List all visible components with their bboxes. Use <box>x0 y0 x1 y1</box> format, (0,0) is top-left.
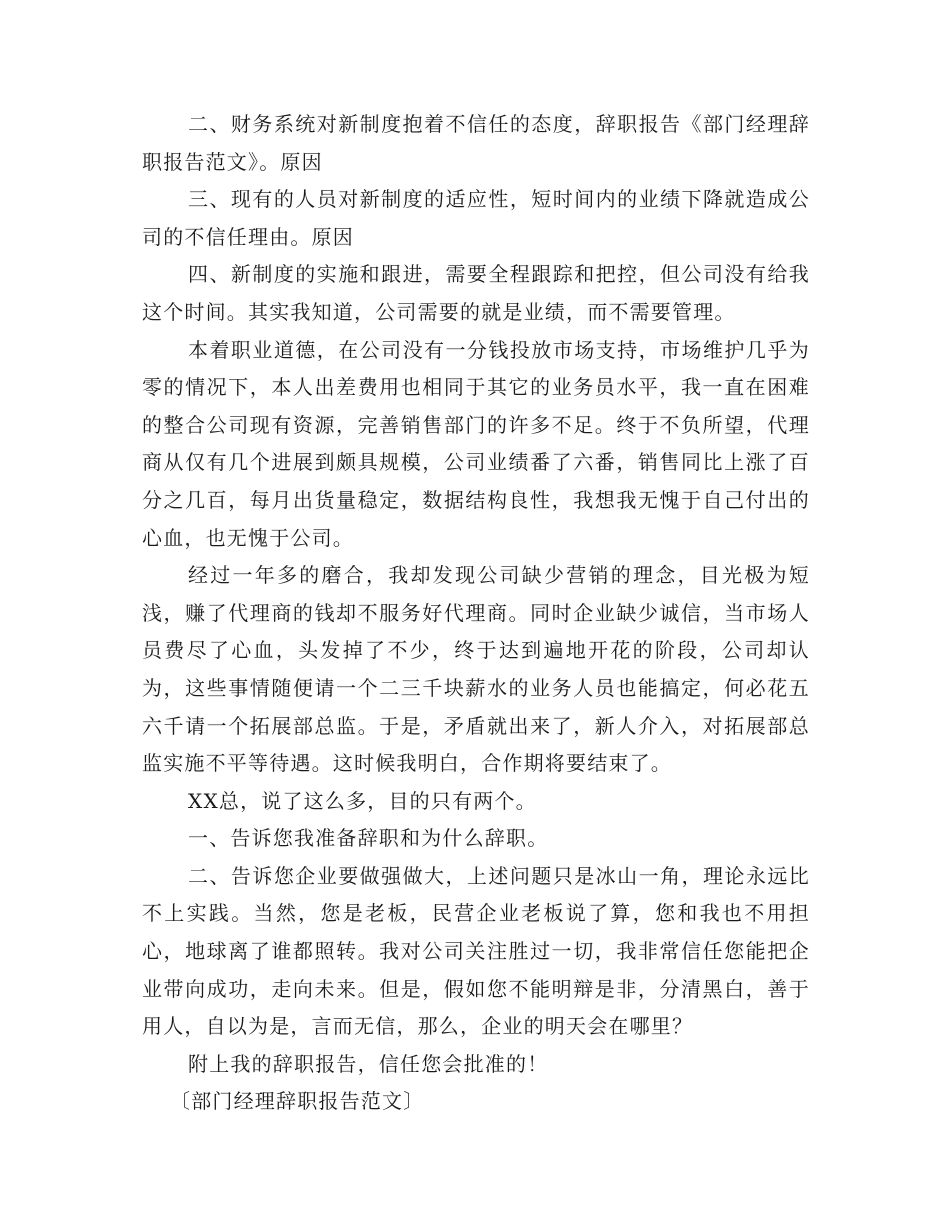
paragraph-7: 一、告诉您我准备辞职和为什么辞职。 <box>188 826 549 851</box>
paragraph-1: 二、财务系统对新制度抱着不信任的态度，辞职报告《部门经理辞职报告范文》。原因 <box>142 112 810 174</box>
paragraph-4: 本着职业道德，在公司没有一分钱投放市场支持，市场维护几乎为零的情况下，本人出差费用也相同于其它的业务员水平，我一直在困难的整合公司现有资源，完善销售部门的许多不足。终于不负所望，代理商从仅有几个进展到颇具规模，公司业绩番了六番，销售同比上涨了百分之几百，每月出货量稳定，数据结构良性，我想我无愧于自己付出的心血，也无愧于公司。 <box>142 337 810 550</box>
paragraph-2: 三、现有的人员对新制度的适应性，短时间内的业绩下降就造成公司的不信任理由。原因 <box>142 187 810 249</box>
document-body <box>142 106 810 1121</box>
paragraph-9: 附上我的辞职报告，信任您会批准的！ <box>188 1051 549 1076</box>
paragraph-8: 二、告诉您企业要做强做大，上述问题只是冰山一角，理论永远比不上实践。当然，您是老板，民营企业老板说了算，您和我也不用担心，地球离了谁都照转。我对公司关注胜过一切，我非常信任您能把企业带向成功，走向未来。但是，假如您不能明辩是非，分清黑白，善于用人，自以为是，言而无信，那么，企业的明天会在哪里？ <box>142 863 810 1039</box>
document-title-reference: 〔部门经理辞职报告范文〕 <box>170 1089 425 1114</box>
paragraph-6: XX总，说了这么多，目的只有两个。 <box>188 788 537 813</box>
paragraph-5: 经过一年多的磨合，我却发现公司缺少营销的理念，目光极为短浅，赚了代理商的钱却不服务好代理商。同时企业缺少诚信，当市场人员费尽了心血，头发掉了不少，终于达到遍地开花的阶段，公司却认为，这些事情随便请一个二三千块薪水的业务人员也能搞定，何必花五六千请一个拓展部总监。于是，矛盾就出来了，新人介入，对拓展部总监实施不平等待遇。这时候我明白，合作期将要结束了。 <box>142 563 810 776</box>
paragraph-3: 四、新制度的实施和跟进，需要全程跟踪和把控，但公司没有给我这个时间。其实我知道，公司需要的就是业绩，而不需要管理。 <box>142 262 810 324</box>
